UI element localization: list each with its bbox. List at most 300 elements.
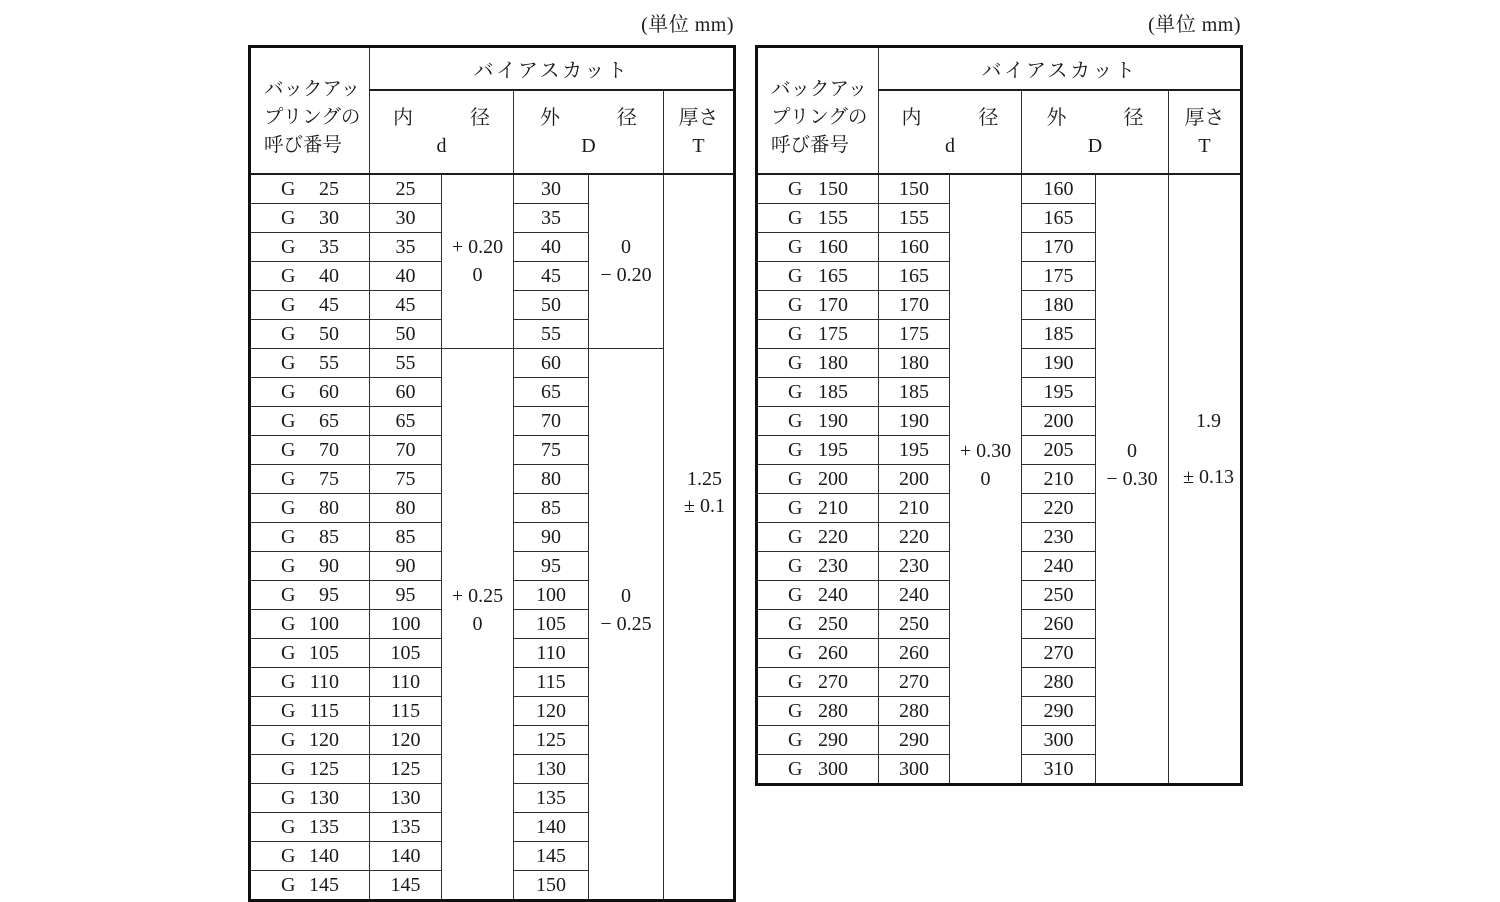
designation-cell xyxy=(250,232,370,261)
thickness-header-symbol: T xyxy=(1198,134,1211,157)
thickness-value: 1.9 xyxy=(1196,410,1221,432)
designation-cell xyxy=(250,522,370,551)
inner-dia-value: 70 xyxy=(370,435,442,464)
designation-cell xyxy=(757,319,879,348)
ring-number: 115 xyxy=(309,699,339,722)
designation-content xyxy=(251,755,369,783)
inner-dia-header xyxy=(370,90,514,174)
ring-number: 240 xyxy=(818,583,848,606)
inner-dia-header-kanji-right: 径 xyxy=(470,106,490,129)
designation-content xyxy=(758,610,878,638)
designation-header xyxy=(250,47,370,174)
g-prefix: G xyxy=(788,728,803,751)
designation-cell xyxy=(250,841,370,870)
outer-dia-value: 195 xyxy=(1022,377,1096,406)
inner-dia-value: 180 xyxy=(879,348,950,377)
ring-number: 65 xyxy=(319,409,339,432)
g-prefix: G xyxy=(281,612,296,635)
tolerance-upper: 0 xyxy=(621,584,631,607)
inner-dia-value: 165 xyxy=(879,261,950,290)
g-prefix: G xyxy=(788,496,803,519)
inner-dia-value: 240 xyxy=(879,580,950,609)
inner-dia-value: 230 xyxy=(879,551,950,580)
designation-content xyxy=(251,436,369,464)
ring-number: 150 xyxy=(818,177,848,200)
tolerance-lower: − 0.30 xyxy=(1106,467,1158,490)
designation-content xyxy=(758,697,878,725)
designation-content xyxy=(251,842,369,870)
designation-cell xyxy=(250,638,370,667)
outer-dia-value: 80 xyxy=(514,464,589,493)
outer-dia-header-kanji-left: 外 xyxy=(540,106,560,129)
outer-dia-value: 35 xyxy=(514,203,589,232)
designation-content xyxy=(758,523,878,551)
designation-cell xyxy=(757,464,879,493)
inner-dia-header-kanji-right: 径 xyxy=(978,106,999,129)
g-prefix: G xyxy=(281,438,296,461)
designation-header-line: 呼び番号 xyxy=(771,135,850,157)
designation-content xyxy=(758,320,878,348)
ring-number: 175 xyxy=(818,322,848,345)
ring-number: 135 xyxy=(309,815,339,838)
ring-number: 85 xyxy=(319,525,339,548)
ring-number: 120 xyxy=(309,728,339,751)
outer-dia-value: 50 xyxy=(514,290,589,319)
inner-dia-value: 185 xyxy=(879,377,950,406)
ring-number: 160 xyxy=(818,235,848,258)
inner-dia-value: 65 xyxy=(370,406,442,435)
table-body xyxy=(250,174,735,901)
outer-dia-tolerance-lines xyxy=(1096,437,1168,493)
designation-cell xyxy=(250,348,370,377)
designation-content xyxy=(758,726,878,754)
designation-header-lines xyxy=(251,76,369,160)
outer-dia-value: 280 xyxy=(1022,667,1096,696)
ring-number: 30 xyxy=(319,206,339,229)
inner-dia-value: 80 xyxy=(370,493,442,522)
outer-dia-value: 45 xyxy=(514,261,589,290)
designation-header-line: 呼び番号 xyxy=(264,135,343,157)
outer-dia-value: 170 xyxy=(1022,232,1096,261)
g-prefix: G xyxy=(281,699,296,722)
inner-dia-header-symbol: d xyxy=(436,134,447,157)
inner-dia-value: 85 xyxy=(370,522,442,551)
g-prefix: G xyxy=(281,206,296,229)
inner-dia-value: 140 xyxy=(370,841,442,870)
inner-dia-value: 125 xyxy=(370,754,442,783)
outer-dia-value: 105 xyxy=(514,609,589,638)
unit-label: (単位 mm) xyxy=(641,14,734,36)
outer-dia-value: 135 xyxy=(514,783,589,812)
designation-cell xyxy=(757,493,879,522)
thickness-cell xyxy=(664,174,735,901)
ring-number: 170 xyxy=(818,293,848,316)
thickness-header-kanji xyxy=(1169,104,1240,132)
g-prefix: G xyxy=(788,293,803,316)
designation-content xyxy=(251,204,369,232)
designation-content xyxy=(251,610,369,638)
outer-dia-tolerance-lines xyxy=(589,233,663,289)
outer-dia-value: 210 xyxy=(1022,464,1096,493)
bias-cut-header: バイアスカット xyxy=(370,47,735,90)
designation-content xyxy=(758,436,878,464)
designation-cell xyxy=(250,783,370,812)
designation-cell xyxy=(250,435,370,464)
ring-number: 80 xyxy=(319,496,339,519)
inner-dia-value: 135 xyxy=(370,812,442,841)
ring-number: 50 xyxy=(319,322,339,345)
ring-number: 200 xyxy=(818,467,848,490)
inner-dia-header-kanji-left: 内 xyxy=(901,106,922,129)
g-prefix: G xyxy=(788,409,803,432)
designation-cell xyxy=(250,319,370,348)
g-prefix: G xyxy=(281,235,296,258)
g-prefix: G xyxy=(281,641,296,664)
g-prefix: G xyxy=(281,844,296,867)
tolerance-lower: 0 xyxy=(472,612,483,635)
designation-content xyxy=(758,233,878,261)
inner-dia-value: 25 xyxy=(370,174,442,204)
inner-dia-value: 290 xyxy=(879,725,950,754)
g-prefix: G xyxy=(788,235,803,258)
outer-dia-value: 60 xyxy=(514,348,589,377)
ring-number: 75 xyxy=(319,467,339,490)
designation-cell xyxy=(757,261,879,290)
outer-dia-value: 70 xyxy=(514,406,589,435)
unit-label: (単位 mm) xyxy=(1148,14,1241,36)
g-prefix: G xyxy=(788,206,803,229)
designation-cell xyxy=(757,667,879,696)
g-prefix: G xyxy=(788,380,803,403)
designation-content xyxy=(251,320,369,348)
inner-dia-value: 155 xyxy=(879,203,950,232)
g-prefix: G xyxy=(788,554,803,577)
ring-number: 40 xyxy=(319,264,339,287)
thickness-tolerance: ± 0.1 xyxy=(684,494,725,517)
outer-dia-value: 160 xyxy=(1022,174,1096,204)
designation-cell xyxy=(757,435,879,464)
inner-dia-value: 210 xyxy=(879,493,950,522)
ring-number: 140 xyxy=(309,844,339,867)
g-prefix: G xyxy=(281,467,296,490)
ring-number: 45 xyxy=(319,293,339,316)
table-body xyxy=(757,174,1242,785)
outer-dia-tolerance xyxy=(589,174,664,349)
outer-dia-value: 180 xyxy=(1022,290,1096,319)
inner-dia-value: 190 xyxy=(879,406,950,435)
designation-header-line: バックアッ xyxy=(771,79,868,101)
inner-dia-header-symbol: d xyxy=(945,134,955,157)
outer-dia-value: 75 xyxy=(514,435,589,464)
designation-content xyxy=(758,552,878,580)
designation-cell xyxy=(250,290,370,319)
outer-dia-header-kanji-right: 径 xyxy=(1123,106,1144,129)
outer-dia-value: 175 xyxy=(1022,261,1096,290)
designation-cell xyxy=(250,696,370,725)
ring-number: 280 xyxy=(818,699,848,722)
inner-dia-value: 75 xyxy=(370,464,442,493)
inner-dia-value: 220 xyxy=(879,522,950,551)
inner-dia-value: 100 xyxy=(370,609,442,638)
designation-content xyxy=(758,494,878,522)
thickness-header-kanji xyxy=(664,104,733,132)
ring-number: 90 xyxy=(319,554,339,577)
outer-dia-value: 85 xyxy=(514,493,589,522)
ring-number: 180 xyxy=(818,351,848,374)
designation-content xyxy=(251,291,369,319)
designation-content xyxy=(758,755,878,783)
g-prefix: G xyxy=(281,496,296,519)
thickness-header xyxy=(1169,90,1242,174)
designation-content xyxy=(251,697,369,725)
ring-number: 210 xyxy=(818,496,848,519)
tolerance-lower: 0 xyxy=(980,467,991,490)
tolerance-upper: + 0.30 xyxy=(959,439,1012,462)
designation-header-line: プリングの xyxy=(264,107,361,129)
g-prefix: G xyxy=(788,699,803,722)
outer-dia-value: 220 xyxy=(1022,493,1096,522)
outer-dia-tolerance-lines xyxy=(589,582,663,638)
designation-content xyxy=(251,494,369,522)
ring-number: 55 xyxy=(319,351,339,374)
g-prefix: G xyxy=(281,380,296,403)
inner-dia-header-kanji-left: 内 xyxy=(393,106,413,129)
ring-number: 220 xyxy=(818,525,848,548)
designation-cell xyxy=(250,174,370,204)
outer-dia-value: 95 xyxy=(514,551,589,580)
inner-dia-value: 60 xyxy=(370,377,442,406)
g-prefix: G xyxy=(281,554,296,577)
g-prefix: G xyxy=(788,525,803,548)
outer-dia-value: 205 xyxy=(1022,435,1096,464)
ring-number: 230 xyxy=(818,554,848,577)
outer-dia-value: 260 xyxy=(1022,609,1096,638)
g-prefix: G xyxy=(281,293,296,316)
ring-number: 110 xyxy=(309,670,339,693)
designation-cell xyxy=(757,580,879,609)
inner-dia-value: 200 xyxy=(879,464,950,493)
outer-dia-value: 30 xyxy=(514,174,589,204)
designation-cell xyxy=(250,203,370,232)
inner-dia-tolerance-lines xyxy=(442,582,513,638)
designation-cell xyxy=(757,232,879,261)
ring-number: 70 xyxy=(319,438,339,461)
outer-dia-value: 270 xyxy=(1022,638,1096,667)
designation-cell xyxy=(250,870,370,900)
designation-content xyxy=(758,639,878,667)
header-row-top xyxy=(757,47,1242,90)
inner-dia-header xyxy=(879,90,1022,174)
g-prefix: G xyxy=(788,612,803,635)
designation-content xyxy=(251,639,369,667)
inner-dia-value: 95 xyxy=(370,580,442,609)
designation-cell xyxy=(757,203,879,232)
outer-dia-tolerance xyxy=(589,348,664,900)
ring-number: 60 xyxy=(319,380,339,403)
designation-content xyxy=(251,175,369,203)
outer-dia-value: 40 xyxy=(514,232,589,261)
designation-content xyxy=(251,378,369,406)
inner-dia-tolerance xyxy=(950,174,1022,785)
thickness-header-label: 厚さ xyxy=(1184,106,1225,129)
designation-cell xyxy=(757,406,879,435)
tolerance-upper: 0 xyxy=(1127,439,1137,462)
table-block-left xyxy=(248,12,735,902)
designation-content xyxy=(758,349,878,377)
inner-dia-value: 160 xyxy=(879,232,950,261)
ring-number: 130 xyxy=(309,786,339,809)
designation-content xyxy=(758,378,878,406)
tolerance-lower: 0 xyxy=(472,264,483,286)
inner-dia-value: 300 xyxy=(879,754,950,784)
outer-dia-value: 290 xyxy=(1022,696,1096,725)
g-prefix: G xyxy=(788,322,803,345)
ring-number: 145 xyxy=(309,873,339,896)
designation-cell xyxy=(250,493,370,522)
designation-header-lines xyxy=(758,76,878,160)
thickness-lines xyxy=(1169,408,1240,491)
inner-dia-tolerance xyxy=(442,348,514,900)
designation-cell xyxy=(757,725,879,754)
designation-content xyxy=(758,291,878,319)
g-prefix: G xyxy=(281,757,296,780)
designation-cell xyxy=(250,725,370,754)
designation-content xyxy=(758,204,878,232)
outer-dia-header-symbol: D xyxy=(1087,134,1103,157)
outer-dia-value: 55 xyxy=(514,319,589,348)
inner-dia-value: 250 xyxy=(879,609,950,638)
outer-dia-header-kanji-right: 径 xyxy=(617,106,637,129)
designation-cell xyxy=(757,174,879,204)
designation-cell xyxy=(757,551,879,580)
ring-number: 250 xyxy=(818,612,848,635)
inner-dia-tolerance xyxy=(442,174,514,349)
designation-header-line: バックアッ xyxy=(264,79,361,101)
outer-dia-value: 130 xyxy=(514,754,589,783)
inner-dia-value: 50 xyxy=(370,319,442,348)
g-prefix: G xyxy=(788,351,803,374)
designation-cell xyxy=(250,609,370,638)
tolerance-upper: 0 xyxy=(621,236,631,258)
inner-dia-value: 55 xyxy=(370,348,442,377)
g-prefix: G xyxy=(788,264,803,287)
ring-number: 100 xyxy=(309,612,339,635)
ring-number: 125 xyxy=(309,757,339,780)
designation-content xyxy=(251,262,369,290)
table-row xyxy=(250,348,735,377)
designation-cell xyxy=(757,609,879,638)
g-prefix: G xyxy=(788,757,803,780)
outer-dia-header-symbol: D xyxy=(581,134,596,157)
outer-dia-header-kanji xyxy=(1022,104,1168,132)
outer-dia-value: 185 xyxy=(1022,319,1096,348)
outer-dia-value: 125 xyxy=(514,725,589,754)
designation-cell xyxy=(250,377,370,406)
designation-cell xyxy=(757,522,879,551)
designation-cell xyxy=(757,377,879,406)
designation-content xyxy=(251,668,369,696)
designation-header-line: プリングの xyxy=(771,107,868,129)
inner-dia-value: 120 xyxy=(370,725,442,754)
ring-number: 25 xyxy=(319,177,339,200)
outer-dia-value: 115 xyxy=(514,667,589,696)
outer-dia-header xyxy=(1022,90,1169,174)
outer-dia-value: 165 xyxy=(1022,203,1096,232)
g-prefix: G xyxy=(281,264,296,287)
ring-number: 290 xyxy=(818,728,848,751)
designation-content xyxy=(758,175,878,203)
g-prefix: G xyxy=(281,322,296,345)
thickness-header-label: 厚さ xyxy=(678,106,719,129)
ring-number: 260 xyxy=(818,641,848,664)
designation-cell xyxy=(250,812,370,841)
g-prefix: G xyxy=(281,670,296,693)
ring-number: 165 xyxy=(818,264,848,287)
designation-content xyxy=(758,668,878,696)
ring-number: 95 xyxy=(319,583,339,606)
outer-dia-value: 310 xyxy=(1022,754,1096,784)
ring-number: 35 xyxy=(319,235,339,258)
designation-content xyxy=(758,465,878,493)
inner-dia-value: 105 xyxy=(370,638,442,667)
g-prefix: G xyxy=(788,670,803,693)
inner-dia-value: 145 xyxy=(370,870,442,900)
spec-table-g150-g300 xyxy=(755,45,1243,786)
ring-number: 195 xyxy=(818,438,848,461)
g-prefix: G xyxy=(281,525,296,548)
inner-dia-value: 110 xyxy=(370,667,442,696)
ring-number: 105 xyxy=(309,641,339,664)
inner-dia-value: 280 xyxy=(879,696,950,725)
outer-dia-value: 110 xyxy=(514,638,589,667)
tolerance-lower: − 0.20 xyxy=(600,264,652,286)
ring-number: 185 xyxy=(818,380,848,403)
ring-number: 300 xyxy=(818,757,848,780)
inner-dia-value: 195 xyxy=(879,435,950,464)
tolerance-upper: + 0.25 xyxy=(451,584,504,607)
g-prefix: G xyxy=(281,728,296,751)
outer-dia-value: 250 xyxy=(1022,580,1096,609)
g-prefix: G xyxy=(281,409,296,432)
table-row xyxy=(757,174,1242,204)
table-row xyxy=(250,174,735,204)
g-prefix: G xyxy=(281,815,296,838)
inner-dia-value: 130 xyxy=(370,783,442,812)
designation-content xyxy=(251,233,369,261)
tolerance-lower: − 0.25 xyxy=(600,612,652,635)
inner-dia-value: 90 xyxy=(370,551,442,580)
ring-number: 190 xyxy=(818,409,848,432)
inner-dia-tolerance-lines xyxy=(950,437,1021,493)
thickness-header-symbol: T xyxy=(692,134,705,157)
table-block-right xyxy=(755,12,1242,786)
outer-dia-value: 140 xyxy=(514,812,589,841)
designation-content xyxy=(758,581,878,609)
thickness-lines xyxy=(664,466,733,520)
outer-dia-value: 120 xyxy=(514,696,589,725)
ring-number: 270 xyxy=(818,670,848,693)
g-prefix: G xyxy=(281,786,296,809)
outer-dia-value: 190 xyxy=(1022,348,1096,377)
thickness-tolerance: ± 0.13 xyxy=(1183,466,1234,488)
designation-cell xyxy=(250,754,370,783)
g-prefix: G xyxy=(788,438,803,461)
designation-cell xyxy=(757,290,879,319)
outer-dia-value: 100 xyxy=(514,580,589,609)
inner-dia-value: 270 xyxy=(879,667,950,696)
spec-table-g25-g145 xyxy=(248,45,736,902)
designation-content xyxy=(758,262,878,290)
